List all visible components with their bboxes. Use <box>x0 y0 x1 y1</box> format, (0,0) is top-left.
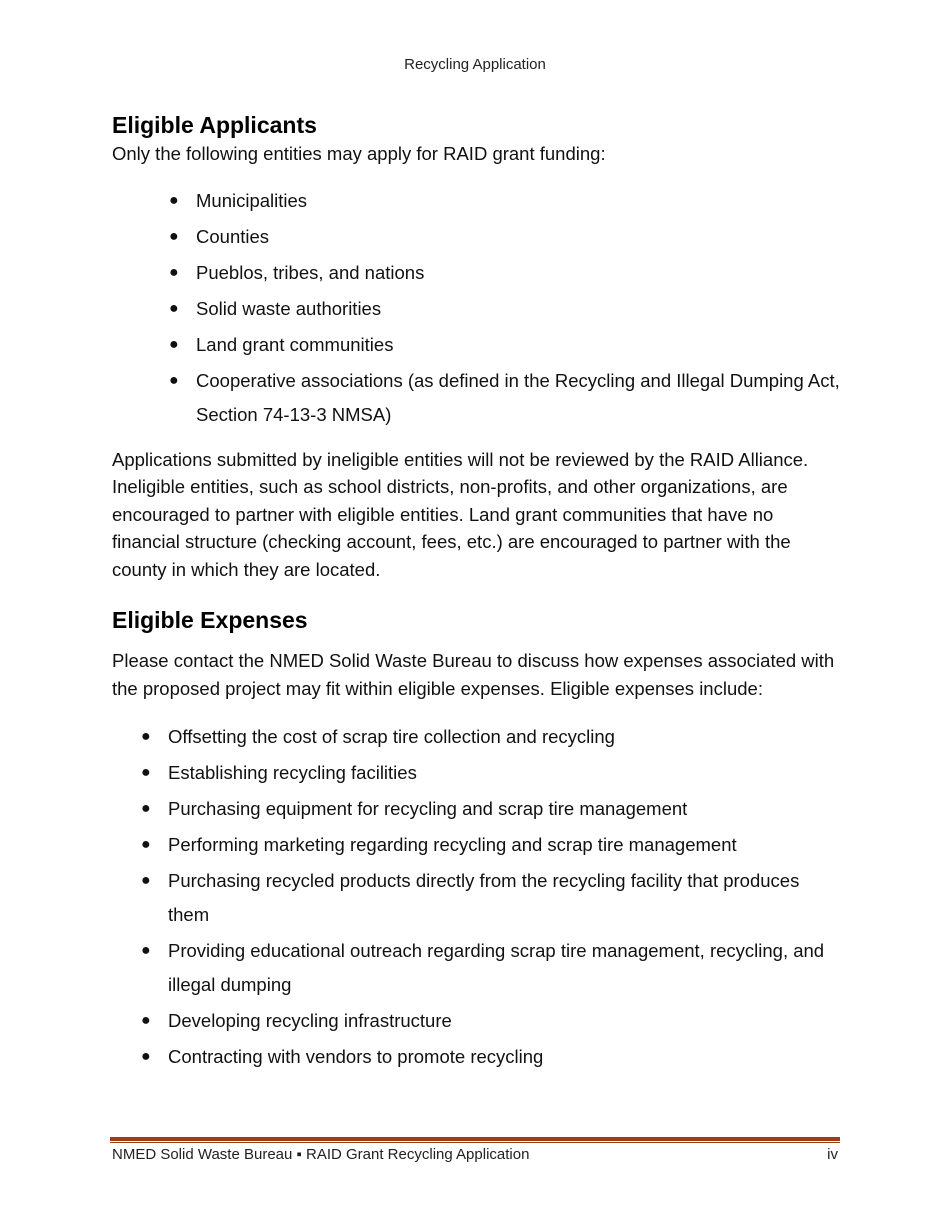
list-item: ● Purchasing recycled products directly from the recycling facility that produces them <box>168 864 840 932</box>
list-item: ● Purchasing equipment for recycling and scrap tire management <box>168 792 840 826</box>
eligible-applicants-intro: Only the following entities may apply for RAID grant funding: <box>112 143 606 164</box>
eligible-expenses-list <box>112 720 840 1074</box>
list-item: ● Solid waste authorities <box>196 292 840 326</box>
bullet-icon: ● <box>169 191 179 209</box>
list-item: ● Municipalities <box>196 184 840 218</box>
bullet-icon: ● <box>141 1012 151 1029</box>
bullet-icon: ● <box>141 1048 151 1065</box>
bullet-icon: ● <box>141 764 151 781</box>
bullet-icon: ● <box>141 872 151 889</box>
running-header: Recycling Application <box>404 56 546 73</box>
list-item: ● Offsetting the cost of scrap tire collection and recycling <box>168 720 840 754</box>
bullet-icon: ● <box>141 728 151 745</box>
bullet-icon: ● <box>141 800 151 817</box>
bullet-icon: ● <box>169 299 179 317</box>
bullet-icon: ● <box>169 335 179 353</box>
bullet-icon: ● <box>169 263 179 281</box>
list-item: ● Pueblos, tribes, and nations <box>196 256 840 290</box>
footer-divider <box>110 1137 840 1144</box>
eligible-applicants-list <box>112 184 840 432</box>
eligible-applicants-heading: Eligible Applicants <box>112 112 317 138</box>
ineligible-note: Applications submitted by ineligible entities will not be reviewed by the RAID Alliance. Ineligible entities, such as school districts, non-profits, and other organizations, are encouraged to partner with eligible entities. Land grant communities that have no financial structure (checking account, fees, etc.) are encouraged to partner with the county in which they are located. <box>112 448 809 580</box>
list-item: ● Contracting with vendors to promote recycling <box>168 1040 840 1074</box>
bullet-icon: ● <box>169 371 179 389</box>
list-item: ● Performing marketing regarding recycling and scrap tire management <box>168 828 840 862</box>
page-number: iv <box>827 1146 838 1163</box>
eligible-expenses-intro: Please contact the NMED Solid Waste Bureau to discuss how expenses associated with the proposed project may fit within eligible expenses. Eligible expenses include: <box>112 650 835 699</box>
bullet-icon: ● <box>141 836 151 853</box>
footer-text: NMED Solid Waste Bureau ▪ RAID Grant Recycling Application <box>112 1146 530 1163</box>
bullet-icon: ● <box>141 942 151 959</box>
list-item: ● Land grant communities <box>196 328 840 362</box>
eligible-expenses-heading: Eligible Expenses <box>112 607 308 633</box>
list-item: ● Providing educational outreach regarding scrap tire management, recycling, and illegal dumping <box>168 934 840 1002</box>
list-item: ● Establishing recycling facilities <box>168 756 840 790</box>
document-body <box>112 110 840 1076</box>
bullet-icon: ● <box>169 227 179 245</box>
list-item: ● Cooperative associations (as defined in the Recycling and Illegal Dumping Act, Section 74-13-3 NMSA) <box>196 364 840 432</box>
list-item: ● Developing recycling infrastructure <box>168 1004 840 1038</box>
list-item: ● Counties <box>196 220 840 254</box>
